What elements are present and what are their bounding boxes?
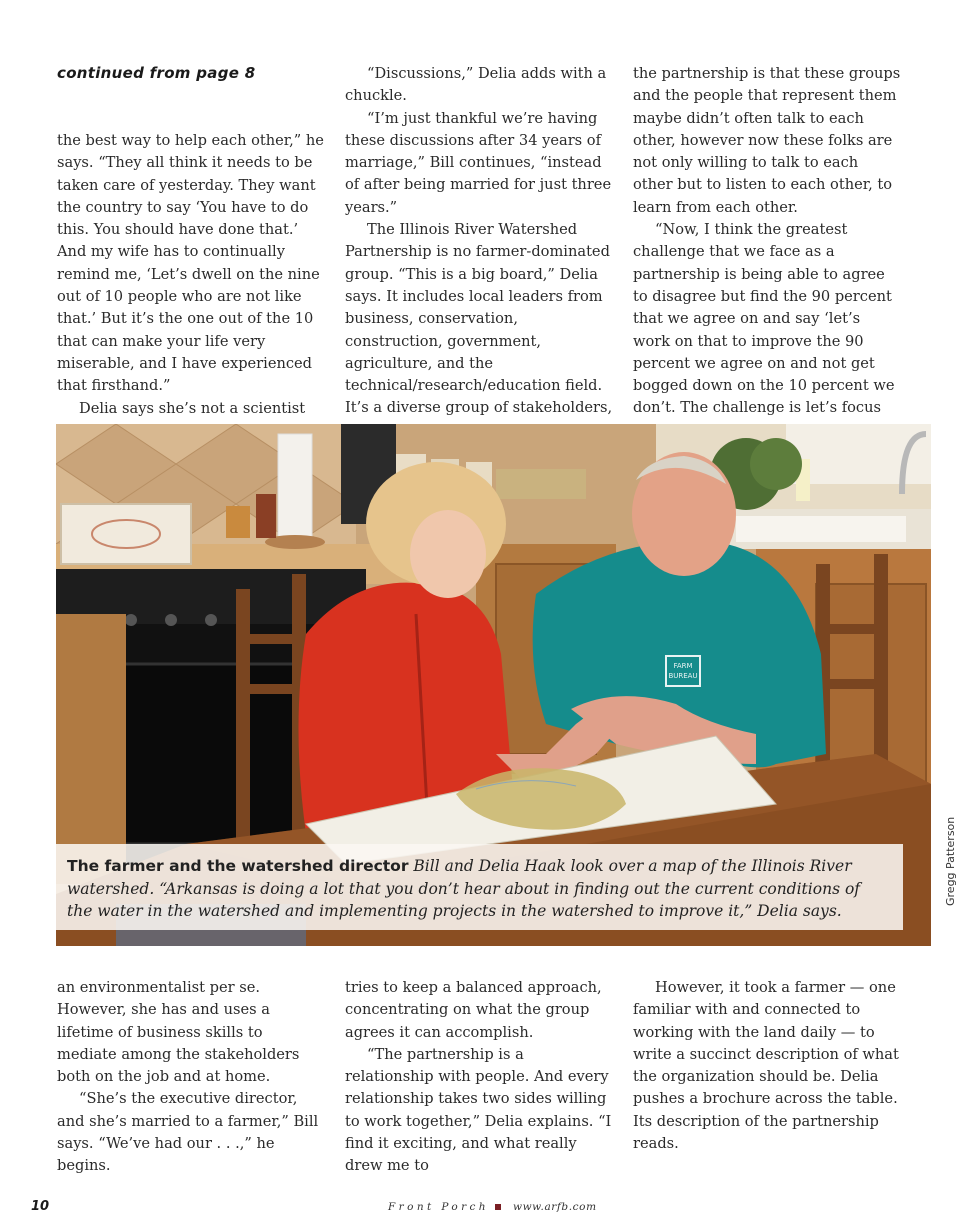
page-number: 10 — [31, 1199, 50, 1214]
photo-credit: Gregg Patterson — [944, 816, 957, 906]
paragraph: However, it took a farmer — one familiar with and connected to working with the land daily — to write a succinct description of what the organization should be. Delia pushes a brochure across the table. Its description of the partnership reads. — [633, 979, 899, 1153]
paragraph: “Now, I think the greatest challenge that we face as a partnership is being able to agree to disagree but find the 90 percent that we agree on and say ‘let’s work on that to improve the 90 percent we agree on and not get bogged down on the 10 percent we don’t. The challenge is let’s focus — [633, 221, 895, 417]
website-url: www.arfb.com — [512, 1201, 597, 1213]
paragraph: The Illinois River Watershed Partnership is no farmer-dominated group. “This is a big board,” Delia says. It includes local leaders from business, conservation, construction, government, agriculture, and the technical/research/education field. It’s a diverse group of stakeholders, — [345, 221, 613, 417]
photo-caption — [56, 844, 903, 930]
paragraph: the partnership is that these groups and the people that represent them maybe didn’t often talk to each other, however now these folks are not only willing to talk to each other but to listen to each other, to learn from each other. — [633, 65, 901, 216]
paragraph: “The partnership is a relationship with people. And every relationship takes two sides willing to work together,” Delia explains. “I find it exciting, and what really drew me to — [345, 1045, 612, 1175]
paragraph: “She’s the executive director, and she’s married to a farmer,” Bill says. “We’ve had our . . .,” he begins. — [57, 1090, 319, 1175]
footer-folio — [388, 1201, 597, 1213]
caption-body: Bill and Delia Haak look over a map of the Illinois River watershed. “Arkansas is doing a lot that you don’t hear about in finding out the current conditions of the water in the watershed and implementing projects in the watershed to improve it,” Delia says. — [67, 857, 861, 920]
article-column-3 — [633, 63, 901, 464]
paragraph: tries to keep a balanced approach, concentrating on what the group agrees it can accomplish. — [345, 979, 602, 1041]
caption-title: The farmer and the watershed director — [67, 857, 409, 875]
article-column-5 — [345, 977, 613, 1178]
article-column-2 — [345, 63, 613, 442]
article-column-1 — [57, 130, 325, 442]
paragraph: Delia says she’s not a scientist — [79, 399, 306, 417]
paragraph: an environmentalist per se. However, she has and uses a lifetime of business skills to mediate among the stakeholders both on the job and at home. — [57, 979, 300, 1086]
square-bullet-icon — [495, 1204, 501, 1210]
paragraph: “Discussions,” Delia adds with a chuckle. — [345, 65, 607, 105]
paragraph: the best way to help each other,” he says. “They all think it needs to be taken care of yesterday. They want the country to say ‘You have to do this. You should have done that.’ And my wife has to continually remind me, ‘Let’s dwell on the nine out of 10 people who are not like that.’ But it’s the one out of the 10 that can make your life very miserable, and I have experienced that firsthand.” — [57, 132, 324, 395]
shirt-logo-line-1: FARM — [673, 662, 693, 670]
magazine-name: Front Porch — [388, 1201, 489, 1213]
article-column-4 — [57, 977, 325, 1178]
shirt-logo-line-2: BUREAU — [668, 672, 698, 680]
article-column-6 — [633, 977, 901, 1155]
paragraph: “I’m just thankful we’re having these discussions after 34 years of marriage,” Bill continues, “instead of after being married for just three years.” — [345, 109, 612, 216]
continued-from-label: continued from page 8 — [57, 64, 256, 82]
